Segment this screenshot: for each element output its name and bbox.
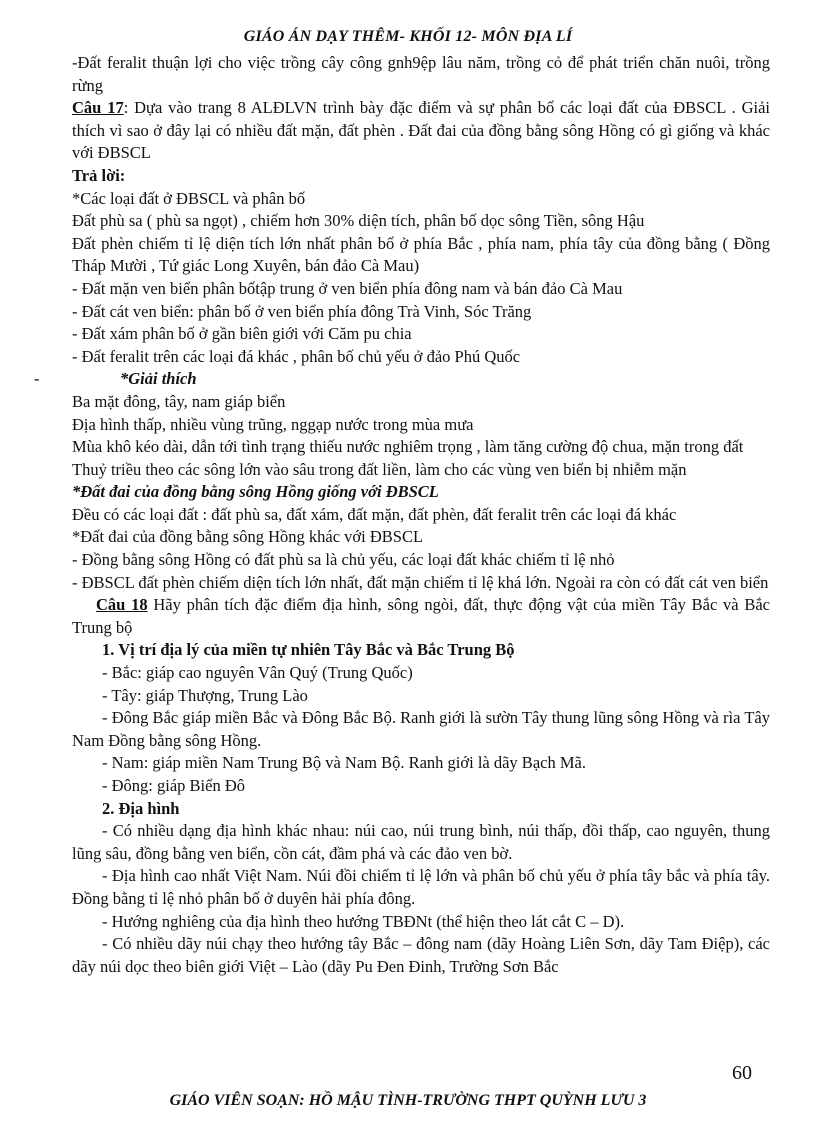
question-17 — [72, 97, 770, 165]
question-18 — [72, 594, 770, 639]
section-heading: 1. Vị trí địa lý của miền tự nhiên Tây Bắc và Bắc Trung Bộ — [102, 640, 515, 660]
paragraph: - Đất mặn ven biển phân bốtập trung ở ven biển phía đông nam và bán đảo Cà Mau — [72, 278, 623, 298]
paragraph: Đất phù sa ( phù sa ngọt) , chiếm hơn 30% diện tích, phân bố dọc sông Tiền, sông Hậu — [72, 211, 645, 231]
list-item: - Có nhiều dãy núi chạy theo hướng tây Bắc – đông nam (dãy Hoàng Liên Sơn, dãy Tam Điệp), các dãy núi dọc theo biên giới Việt – Lào (dãy Pu Đen Đinh, Trường Sơn Bắc — [72, 934, 770, 976]
paragraph: Thuỷ triều theo các sông lớn vào sâu trong đất liền, làm cho các vùng ven biển bị nhiễm mặn — [72, 459, 687, 479]
page-footer: GIÁO VIÊN SOẠN: HỒ MẬU TÌNH-TRƯỜNG THPT QUỲNH LƯU 3 — [169, 1092, 647, 1109]
paragraph: -Đất feralit thuận lợi cho việc trồng cây công gnh9ệp lâu năm, trồng cỏ để phát triển chăn nuôi, trồng rừng — [72, 53, 770, 95]
paragraph: Đất phèn chiếm tỉ lệ diện tích lớn nhất phân bố ở phía Bắc , phía nam, phía tây của đồng bằng ( Đồng Tháp Mười , Tứ giác Long Xuyên, bán đảo Cà Mau) — [72, 233, 770, 276]
list-item: - Nam: giáp miền Nam Trung Bộ và Nam Bộ. Ranh giới là dãy Bạch Mã. — [102, 753, 586, 773]
list-item: - Địa hình cao nhất Việt Nam. Núi đồi chiếm tỉ lệ lớn và phân bố chủ yếu ở phía tây bắc và phía tây. Đồng bằng tỉ lệ nhỏ phân bố ở duyên hải phía đông. — [72, 866, 770, 908]
list-item: - Bắc: giáp cao nguyên Vân Quý (Trung Quốc) — [102, 663, 413, 683]
question-text: : Dựa vào trang 8 ALĐLVN trình bày đặc điểm và sự phân bố các loại đất của ĐBSCL . Giải thích vì sao ở đây lại có nhiều đất mặn, đất phèn . Đất đai của đồng bằng sông Hồng có gì giống và khác với ĐBSCL — [72, 98, 771, 163]
paragraph: - ĐBSCL đất phèn chiếm diện tích lớn nhất, đất mặn chiếm tỉ lệ khá lớn. Ngoài ra còn có đất cát ven biển — [72, 572, 769, 592]
paragraph: - Đất xám phân bố ở gần biên giới với Căm pu chia — [72, 324, 412, 344]
difference-heading: *Đất đai của đồng bằng sông Hồng khác với ĐBSCL — [72, 527, 424, 547]
list-item: - Hướng nghiêng của địa hình theo hướng TBĐNt (thể hiện theo lát cắt C – D). — [102, 911, 625, 931]
paragraph: - Đất cát ven biển: phân bố ở ven biển phía đông Trà Vinh, Sóc Trăng — [72, 301, 532, 321]
explanation-title: *Giải thích — [120, 369, 197, 389]
list-item: - Có nhiều dạng địa hình khác nhau: núi cao, núi trung bình, núi thấp, đồi thấp, cao nguyên, thung lũng sâu, đồng bằng ven biển, cồn cát, đầm phá và các đảo ven bờ. — [72, 821, 770, 863]
paragraph: Mùa khô kéo dài, dẫn tới tình trạng thiếu nước nghiêm trọng , làm tăng cường độ chua, mặn trong đất — [72, 437, 744, 457]
similarity-heading: *Đất đai của đồng bằng sông Hồng giống với ĐBSCL — [72, 482, 439, 502]
list-item: - Tây: giáp Thượng, Trung Lào — [102, 685, 308, 705]
page-number: 60 — [732, 1062, 752, 1084]
page-header: GIÁO ÁN DẠY THÊM- KHỐI 12- MÔN ĐỊA LÍ — [243, 28, 573, 45]
answer-heading: Trả lời: — [72, 165, 126, 185]
question-label: Câu 18 — [96, 595, 148, 615]
section-heading: 2. Địa hình — [102, 798, 180, 818]
paragraph: - Đồng bằng sông Hồng có đất phù sa là chủ yếu, các loại đất khác chiếm tỉ lệ nhỏ — [72, 550, 615, 570]
paragraph: - Đất feralit trên các loại đá khác , phân bố chủ yếu ở đảo Phú Quốc — [72, 346, 521, 366]
document-body — [34, 52, 771, 978]
list-item: - Đông Bắc giáp miền Bắc và Đông Bắc Bộ. Ranh giới là sườn Tây thung lũng sông Hồng và rìa Tây Nam Đồng bằng sông Hồng. — [72, 708, 770, 750]
paragraph: Đều có các loại đất : đất phù sa, đất xám, đất mặn, đất phèn, đất feralit trên các loại đá khác — [72, 504, 677, 524]
paragraph: Địa hình thấp, nhiều vùng trũng, nggạp nước trong mùa mưa — [72, 414, 474, 434]
paragraph: Ba mặt đông, tây, nam giáp biển — [72, 391, 286, 411]
list-item: - Đông: giáp Biển Đô — [102, 776, 245, 795]
paragraph: *Các loại đất ở ĐBSCL và phân bố — [72, 188, 306, 208]
question-text: Hãy phân tích đặc điểm địa hình, sông ngòi, đất, thực động vật của miền Tây Bắc và Bắc Trung bộ — [72, 595, 771, 637]
explanation-heading — [34, 368, 770, 391]
question-label: Câu 17 — [72, 98, 124, 118]
bullet-dash: - — [34, 369, 40, 389]
